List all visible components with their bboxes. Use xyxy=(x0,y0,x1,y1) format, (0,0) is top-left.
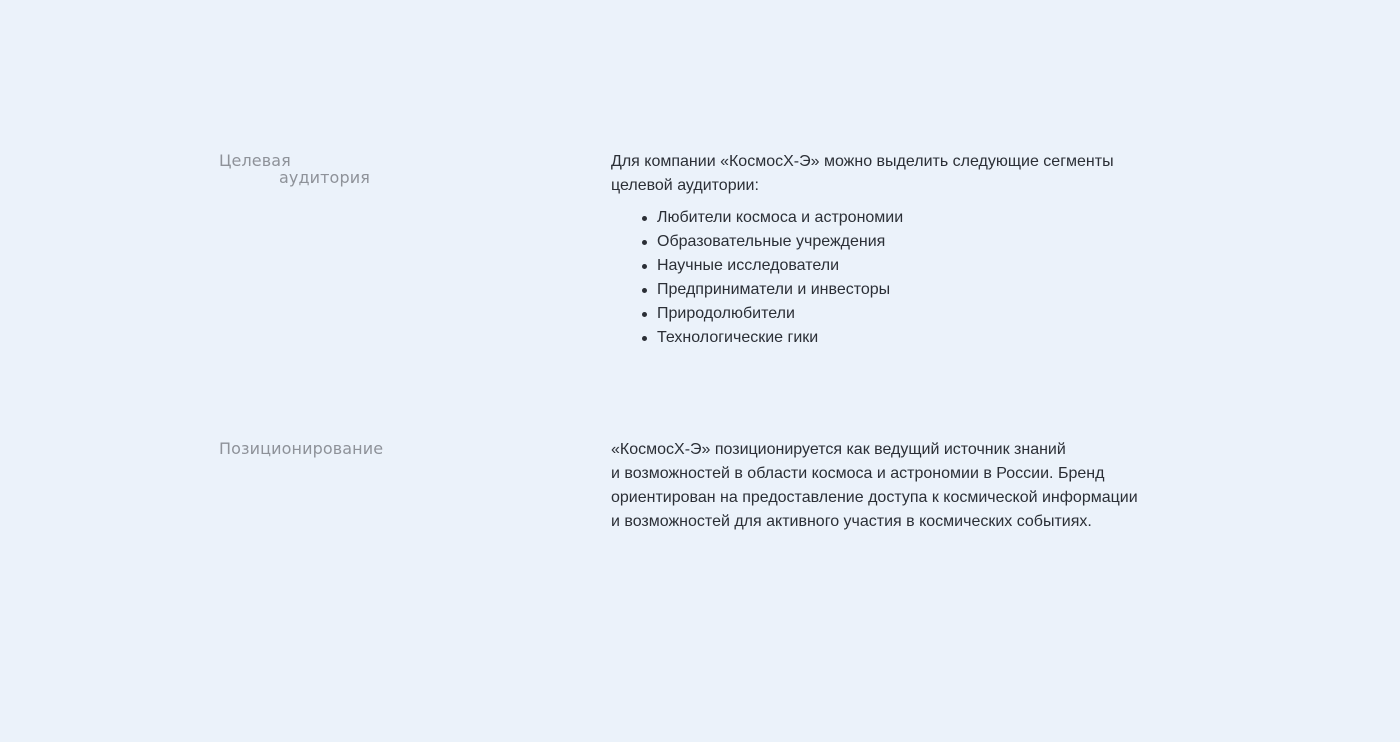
bullet-icon xyxy=(642,336,647,341)
list-item xyxy=(611,206,1191,230)
positioning-heading xyxy=(219,440,383,457)
bullet-icon xyxy=(642,288,647,293)
list-item xyxy=(611,230,1191,254)
intro-line: Для компании «КосмосX-Э» можно выделить следующие сегменты xyxy=(611,153,1114,170)
heading-line: аудитория xyxy=(279,168,370,187)
segment-label: Любители космоса и астрономии xyxy=(657,209,904,226)
segment-label: Предприниматели и инвесторы xyxy=(657,281,891,298)
segment-label: Образовательные учреждения xyxy=(657,233,886,250)
heading-line: Целевая xyxy=(219,151,291,170)
paragraph-line: «КосмосX-Э» позиционируется как ведущий источник знаний xyxy=(611,441,1066,458)
bullet-icon xyxy=(642,240,647,245)
bullet-icon xyxy=(642,216,647,221)
segment-label: Технологические гики xyxy=(657,329,819,346)
positioning-paragraph xyxy=(611,438,1191,534)
target-audience-heading xyxy=(219,152,370,186)
heading-line: Позиционирование xyxy=(219,439,384,458)
paragraph-line: и возможностей для активного участия в космических событиях. xyxy=(611,513,1092,530)
bullet-icon xyxy=(642,312,647,317)
target-audience-body xyxy=(611,150,1191,350)
paragraph-line: и возможностей в области космоса и астрономии в России. Бренд xyxy=(611,465,1105,482)
bullet-icon xyxy=(642,264,647,269)
positioning-body xyxy=(611,438,1191,534)
segment-label: Научные исследователи xyxy=(657,257,839,274)
target-audience-intro xyxy=(611,150,1191,198)
audience-segment-list xyxy=(611,206,1191,350)
list-item xyxy=(611,326,1191,350)
segment-label: Природолюбители xyxy=(657,305,795,322)
intro-line: целевой аудитории: xyxy=(611,177,759,194)
list-item xyxy=(611,254,1191,278)
paragraph-line: ориентирован на предоставление доступа к космической информации xyxy=(611,489,1138,506)
list-item xyxy=(611,302,1191,326)
list-item xyxy=(611,278,1191,302)
